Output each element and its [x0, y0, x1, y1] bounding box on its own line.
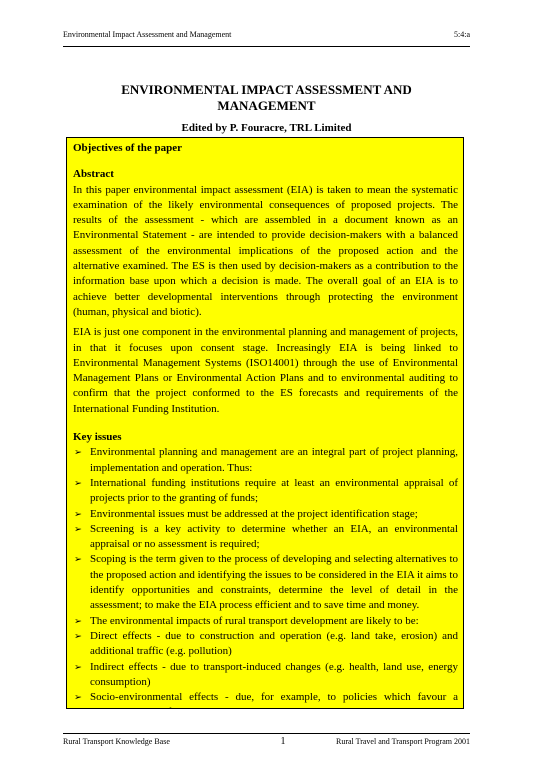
list-item: ➢ Scoping is the term given to the process of developing and selecting alternatives to the proposed action and identifying the issues to be considered in the EIA it aims to identify opportunities and constraints, determine the level of detail in the assessment; to make the EIA process efficient and to save time and money. [74, 553, 458, 612]
header-title: Environmental Impact Assessment and Management [63, 30, 232, 39]
arrow-bullet-icon: ➢ [74, 661, 82, 673]
list-item: ➢ The environmental impacts of rural transport development are likely to be: [73, 614, 458, 629]
page-footer [63, 736, 470, 747]
list-item: ➢ Environmental issues must be addressed at the project identification stage; [73, 507, 458, 522]
editor-line: Edited by P. Fouracre, TRL Limited [181, 122, 352, 134]
arrow-bullet-icon: ➢ [74, 477, 82, 489]
footer-right: Rural Travel and Transport Program 2001 [335, 737, 470, 746]
title-line-2: MANAGEMENT [217, 98, 316, 113]
title-line-1: ENVIRONMENTAL IMPACT ASSESSMENT AND [121, 82, 412, 97]
arrow-bullet-icon: ➢ [74, 523, 82, 535]
list-item: ➢ Screening is a key activity to determine whether an EIA, an environmental appraisal or no assessment is required; [74, 522, 458, 551]
document-title [63, 82, 470, 114]
objectives-box [66, 137, 464, 709]
abstract-heading: Abstract [73, 168, 114, 181]
arrow-bullet-icon: ➢ [74, 615, 82, 627]
page-header [63, 30, 470, 39]
list-item: ➢ Indirect effects - due to transport-induced changes (e.g. health, land use, energy consumption) [74, 660, 458, 688]
abstract-paragraph-2: EIA is just one component in the environmental planning and management of projects, in that it focuses upon consent stage. Increasingly EIA is being linked to Environmental Management Systems (ISO14001) through the use of Environmental Management Plans or Environmental Action Plans and to environmental auditing to confirm that the project conformed to the ES forecasts and requirements of the International Funding Institution. [73, 326, 458, 415]
list-item: ➢ International funding institutions require at least an environmental appraisal of projects prior to the granting of funds; [74, 476, 458, 505]
header-rule [63, 46, 470, 47]
arrow-bullet-icon: ➢ [74, 630, 82, 642]
list-item: ➢ Environmental planning and management are an integral part of project planning, implementation and operation. Thus: [74, 446, 458, 474]
arrow-bullet-icon: ➢ [74, 554, 82, 566]
abstract-paragraph-1: In this paper environmental impact assessment (EIA) is taken to mean the systematic examination of the likely environmental consequences of proposed projects. The results of the assessment - which are assembled in a document known as an Environmental Statement - are intended to provide decision-makers with a balanced assessment of the environmental implications of the proposed action and the alternative examined. The ES is then used by decision-makers as a contribution to the information base upon which a decision is made. The overall goal of an EIA is to achieve better developmental interventions through protecting the environment (human, physical and biotic). [73, 183, 458, 318]
arrow-bullet-icon: ➢ [74, 692, 82, 704]
objectives-heading: Objectives of the paper [73, 142, 183, 154]
page-number: 1 [280, 736, 286, 747]
list-item: ➢ Direct effects - due to construction and operation (e.g. land take, erosion) and additional traffic (e.g. pollution) [74, 629, 458, 658]
key-issues-heading: Key issues [73, 431, 122, 444]
arrow-bullet-icon: ➢ [74, 508, 82, 520]
key-issues-list [73, 445, 458, 709]
list-item: ➢ Socio-environmental effects - due, for example, to policies which favour a [73, 690, 458, 709]
arrow-bullet-icon: ➢ [74, 447, 82, 459]
header-section-number: 5:4:a [454, 30, 470, 39]
footer-left: Rural Transport Knowledge Base [63, 737, 170, 746]
footer-rule [63, 733, 470, 734]
